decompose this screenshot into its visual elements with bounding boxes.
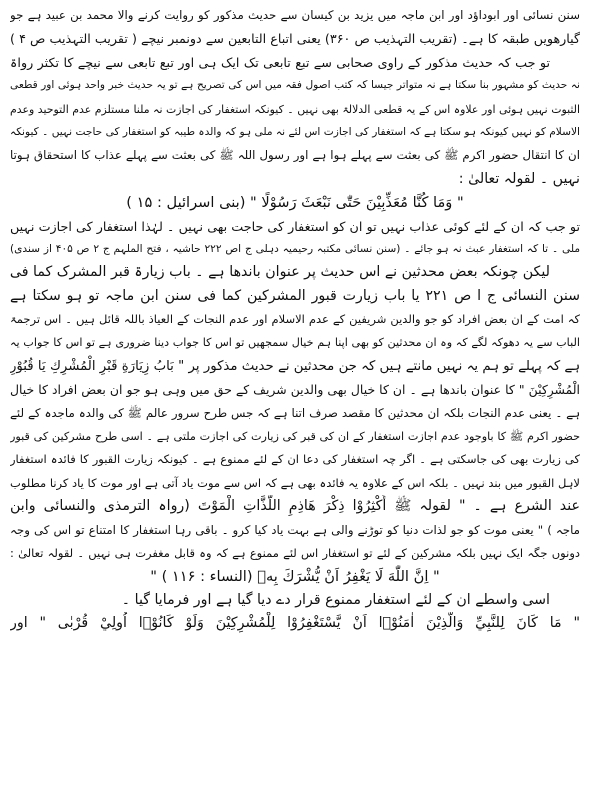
text-line: دونوں جگہ ایک نہیں بلکہ مشرکین کے لئے تو استغفار اس لئے ممنوع ہے کہ وہ قابل مغفرت ہی نہیں ۔ لقولہ تعالیٰ : (10, 545, 580, 560)
text-line: تو جب کہ حدیث مذکور کے راوی صحابی سے تبع تابعی تک ایک ہی اور تبع تابعی سے نیچے کا تکثر رواۃ (10, 54, 550, 70)
text-line: ماجہ ) " یعنی موت کو جو لذات دنیا کو توڑنے والی ہے بہت یاد کیا کرو ۔ باقی رہا استغفار کا امتناع تو اس کی وجہ (10, 522, 580, 537)
text-line: الباب سے یہ دھوکہ لگے کہ وہ ان محدثین کو بھی اپنا ہم خیال سمجھیں تو اس کا جواب دینا ضروری ہے تو اس کا جواب یہ (10, 336, 580, 350)
text-line: عند الشرع ہے ۔ " لقولہ ﷺ أَكْثِرُوْا ذِكْرَ هَاذِمِ اللَّذَّاتِ الْمَوْتَ (رواہ الترمذی والنسائی وابن (10, 498, 580, 515)
text-line: سنن نسائی اور ابوداؤد اور ابن ماجہ میں یزید بن کیسان سے حدیث مذکور کو روایت کرنے والا محمد بن عبید ہے جو (10, 8, 580, 22)
text-line: گیارھویں طبقہ کا ہے۔ (تقریب التہذیب ص ۳۶۰) یعنی اتباع التابعین سے دونمبر نیچے ( تقریب التہذیب ص ۴ ) (10, 31, 580, 47)
text-line: نہ حدیث کو مشہور بنا سکتا ہے نہ متواتر جیسا کہ کتب اصول فقہ میں اس کی تصریح ہے تو یہ حدیث خبر واحد ہوئی اور قطعی (10, 79, 580, 92)
text-line: الْمُشْرِكِيْنَ " کا عنوان باندھا ہے ۔ ان کا خیال بھی والدین شریف کے حق میں وہی ہو جو ان بعض افراد کا خیال (10, 382, 580, 398)
text-line: کی زیارت بھی کی جاسکتی ہے ۔ اگر چہ استغفار کی دعا ان کے لئے ممنوع ہے ۔ کیونکہ زیارت القبور کا فائدہ استغفار (10, 452, 580, 467)
text-line: لاہل القبور میں بند نہیں ۔ بلکہ اس کے علاوہ یہ فائدہ بھی ہے کہ اس سے موت یاد آتی ہے اور موت کا یاد کرنا مطلوب (10, 475, 580, 490)
text-line: ان کا انتقال حضور اکرم ﷺ کی بعثت سے پہلے ہوا ہے اور رسول اللہ ﷺ کی بعثت سے پہلے عذاب کا استحقاق ہوتا (10, 148, 580, 163)
text-line: لیکن چونکہ بعض محدثین نے اس حدیث پر عنوان باندھا ہے ۔ باب زیارۃ قبر المشرک کما فی (10, 264, 550, 281)
text-line: الثبوت نہیں ہوئی اور علاوہ اس کے یہ قطعی الدلالۃ بھی نہیں ۔ کیونکہ استغفار کی اجازت نہ ملنا مستلزم عدم التوحید وعدم (10, 102, 580, 116)
quran-verse: " مَا كَانَ لِلنَّبِيِّ وَالَّذِيْنَ اٰمَنُوْۤا اَنْ يَّسْتَغْفِرُوْا لِلْمُشْرِكِيْنَ وَلَوْ كَانُوْۤا اُولِيْ قُرْبٰى " اور (10, 615, 580, 632)
text-line: ملی ۔ تا کہ استغفار عبث نہ ہو جائے ۔ (سنن نسائی مکتبہ رحیمیہ دہلی ج اص ۲۲۲ حاشیہ ، فتح الملہم ج ۲ ص ۴۰۵ از سندی) (10, 242, 580, 255)
text-line: الاسلام کو نہیں کیونکہ ہو سکتا ہے کہ استغفار کی اجازت اس لئے نہ ملی ہو کہ والدہ طیبہ کو استغفار کی حاجت نہیں ۔ کیونکہ (10, 125, 580, 138)
text-line: ہے ۔ یعنی عدم النجات بلکہ ان محدثین کا مقصد صرف اتنا ہے کہ جس طرح سرور عالم ﷺ کی والدہ ماجدہ کے لئے (10, 405, 580, 420)
quran-verse: " اِنَّ اللّٰهَ لَا يَغْفِرُ اَنْ يُّشْرَكَ بِهٖ (النساء : ۱۱۶ ) " (150, 568, 440, 586)
quran-verse: " وَمَا كُنَّا مُعَذِّبِيْنَ حَتّٰى نَبْعَثَ رَسُوْلًا " (بنی اسرائیل : ۱۵ ) (126, 194, 464, 212)
text-line: کہ امت کے ان بعض افراد کو جو والدین شریفین کے عدم الاسلام اور عدم النجات کے العیاذ باللہ قائل ہیں ۔ اس ترجمۃ (10, 312, 580, 327)
text-line: اسی واسطے ان کے لئے استغفار ممنوع قرار دے دیا گیا ہے اور فرمایا گیا ۔ (121, 591, 550, 608)
text-line: نہیں ۔ لقولہ تعالیٰ : (458, 170, 580, 187)
text-line: ہے کہ پہلے تو ہم یہ نہیں مانتے ہیں کہ جن محدثین نے حدیث مذکور پر " بَابُ زِيَارَةِ قَبْرِ الْمُشْرِكِ يَا قُبُوْرِ (10, 358, 580, 374)
text-line: حضور اکرم ﷺ کا باوجود عدم اجازت استغفار کے ان کی قبر کی زیارت کی اجازت ملتی ہے ۔ اسی طرح مشرکین کی قبور (10, 430, 580, 444)
text-line: تو جب کہ ان کے لئے کوئی عذاب نہیں تو ان کو استغفار کی حاجت بھی نہیں ۔ لہٰذا استغفار کی اجازت نہیں (10, 218, 580, 234)
text-line: سنن النسائی ج ا ص ۲۲۱ یا باب زیارت قبور المشرکین کما فی سنن ابن ماجہ تو ہو سکتا ہے (10, 287, 580, 304)
